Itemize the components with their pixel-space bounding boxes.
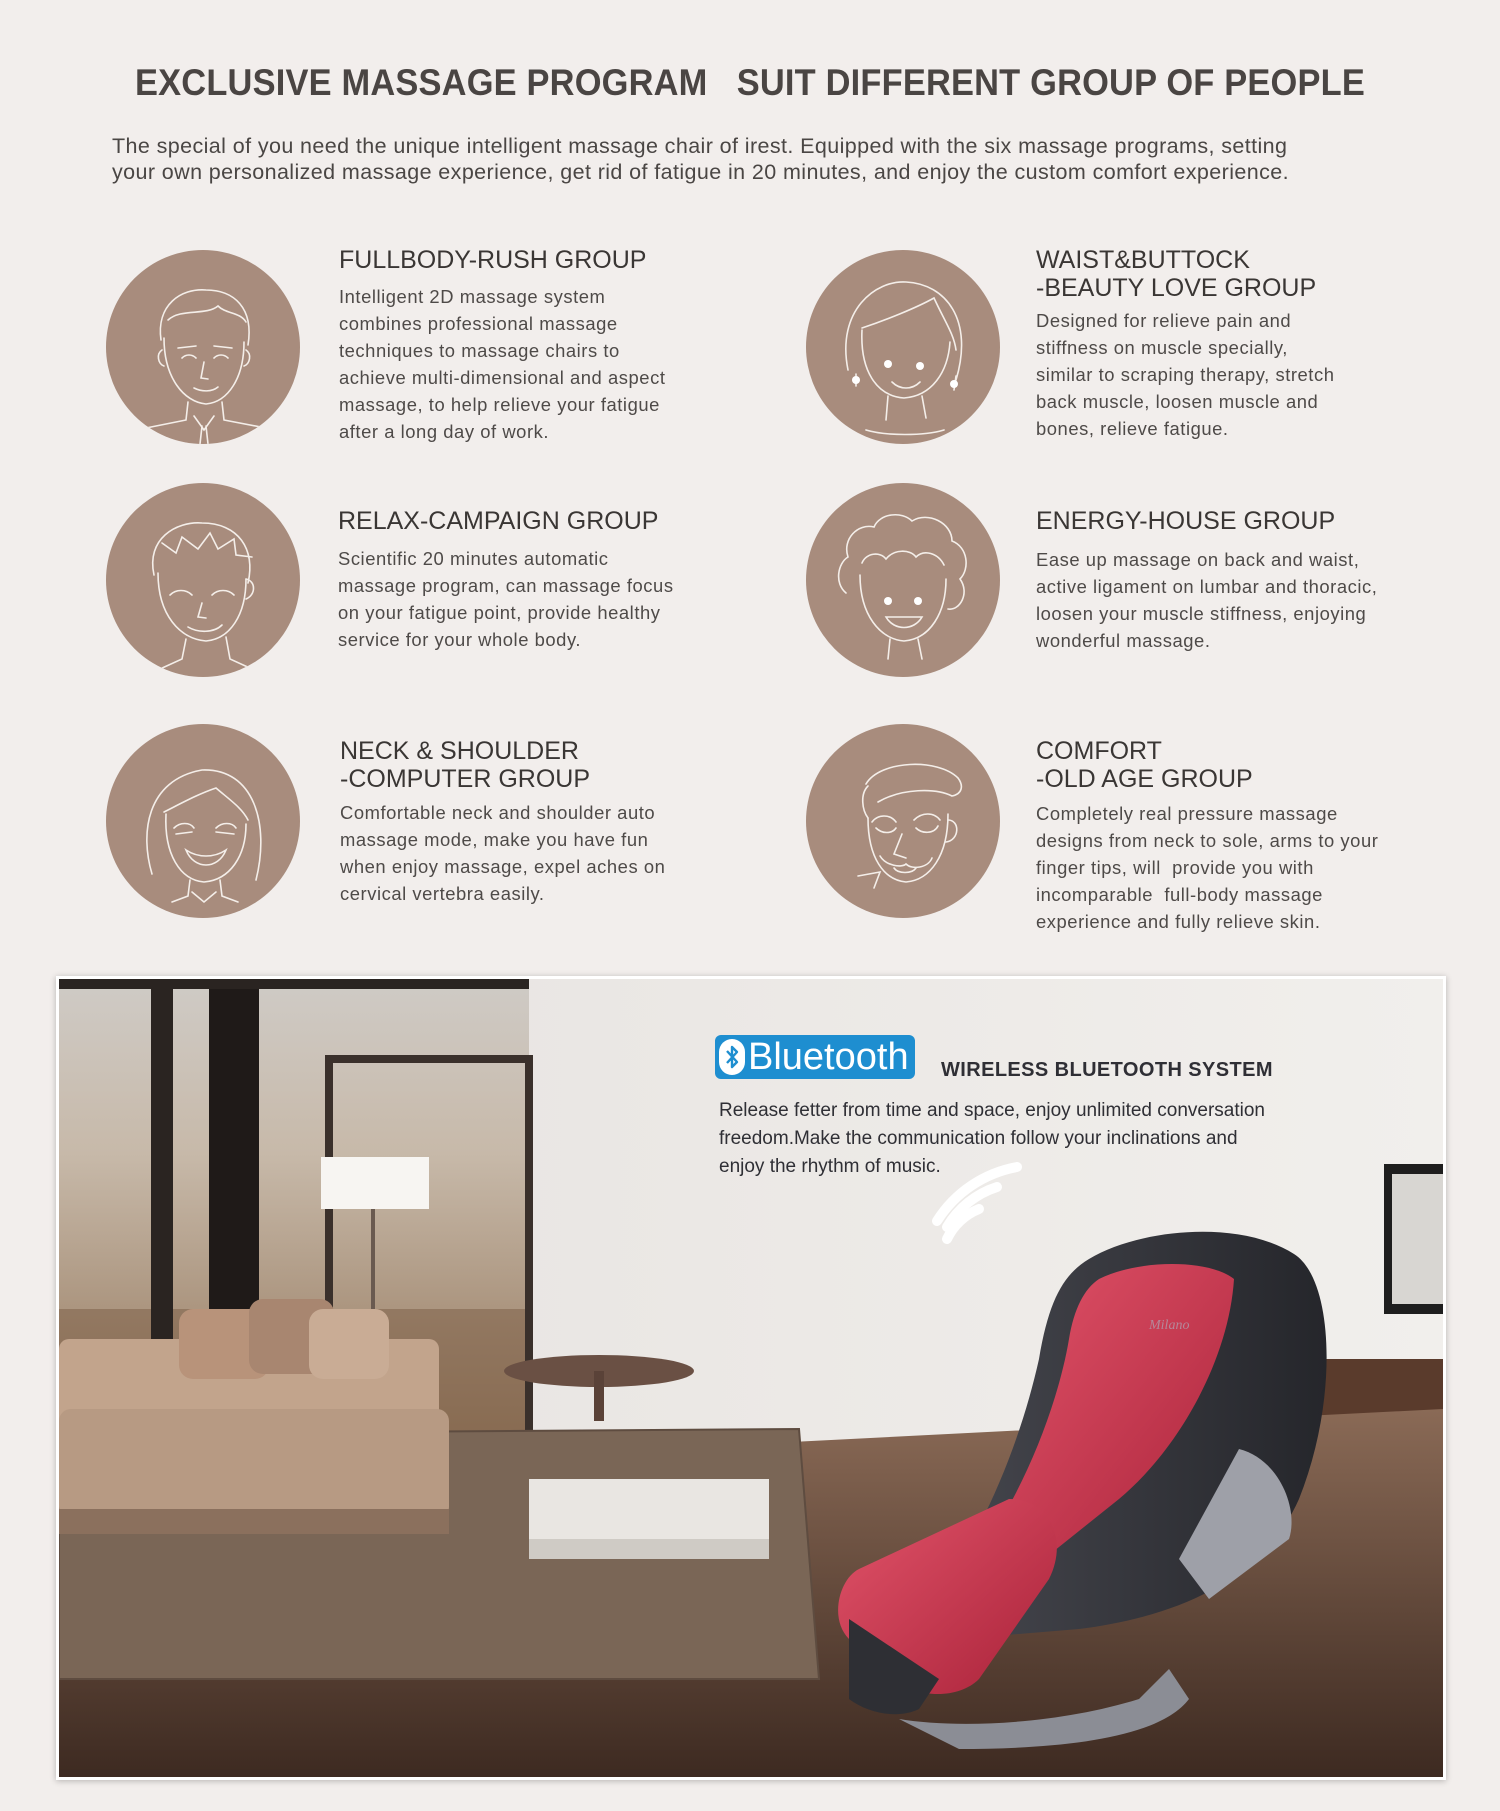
bluetooth-badge [715, 1035, 915, 1079]
group-title-comfort-old-age: COMFORT -OLD AGE GROUP [1036, 737, 1253, 793]
living-room-photo [56, 976, 1446, 1780]
bluetooth-badge-label: Bluetooth [748, 1035, 909, 1078]
group-desc-neck-shoulder: Comfortable neck and shoulder auto massage mode, make you have fun when enjoy massage, expel aches on cervical vertebra easily. [340, 802, 666, 904]
group-desc-fullbody-rush: Intelligent 2D massage system combines professional massage techniques to massage chairs to achieve multi-dimensional and aspect massage, to help relieve your fatigue after a long day of work. [339, 286, 666, 442]
group-title-relax-campaign: RELAX-CAMPAIGN GROUP [338, 507, 659, 535]
curly-hair-woman-face-icon [806, 483, 1000, 677]
group-title-fullbody-rush: FULLBODY-RUSH GROUP [339, 246, 647, 274]
bluetooth-icon [719, 1039, 745, 1075]
old-man-face-icon [806, 724, 1000, 918]
group-title-neck-shoulder: NECK & SHOULDER -COMPUTER GROUP [340, 737, 590, 793]
intro-text [112, 133, 1412, 185]
group-desc-energy-house: Ease up massage on back and waist, active ligament on lumbar and thoracic, loosen your muscle stiffness, enjoying wonderful massage. [1036, 549, 1378, 651]
boy-face-icon [106, 483, 300, 677]
bob-hair-woman-face-icon [806, 250, 1000, 444]
group-desc-waist-buttock: Designed for relieve pain and stiffness on muscle specially, similar to scraping therapy, stretch back muscle, loosen muscle and bones, relieve fatigue. [1036, 310, 1335, 439]
laughing-girl-face-icon [106, 724, 300, 918]
bluetooth-title: WIRELESS BLUETOOTH SYSTEM [941, 1059, 1273, 1081]
page-title: EXCLUSIVE MASSAGE PROGRAM SUIT DIFFERENT GROUP OF PEOPLE [135, 62, 1365, 103]
group-desc-comfort-old-age: Completely real pressure massage designs from neck to sole, arms to your finger tips, will provide you with incomparable full-body massage experience and fully relieve skin. [1036, 803, 1379, 932]
intro-line-1: The special of you need the unique intelligent massage chair of irest. Equipped with the six massage programs, setting [112, 134, 1288, 158]
group-desc-relax-campaign: Scientific 20 minutes automatic massage program, can massage focus on your fatigue point, provide healthy service for your whole body. [338, 548, 674, 650]
chair-brand-text: Milano [1149, 1318, 1190, 1333]
group-title-energy-house: ENERGY-HOUSE GROUP [1036, 507, 1336, 535]
intro-line-2: your own personalized massage experience, get rid of fatigue in 20 minutes, and enjoy the custom comfort experience. [112, 160, 1289, 184]
young-man-face-icon [106, 250, 300, 444]
group-title-waist-buttock: WAIST&BUTTOCK -BEAUTY LOVE GROUP [1036, 246, 1317, 302]
bluetooth-description: Release fetter from time and space, enjoy unlimited conversation freedom.Make the communication follow your inclinations and enjoy the rhythm of music. [719, 1100, 1265, 1177]
